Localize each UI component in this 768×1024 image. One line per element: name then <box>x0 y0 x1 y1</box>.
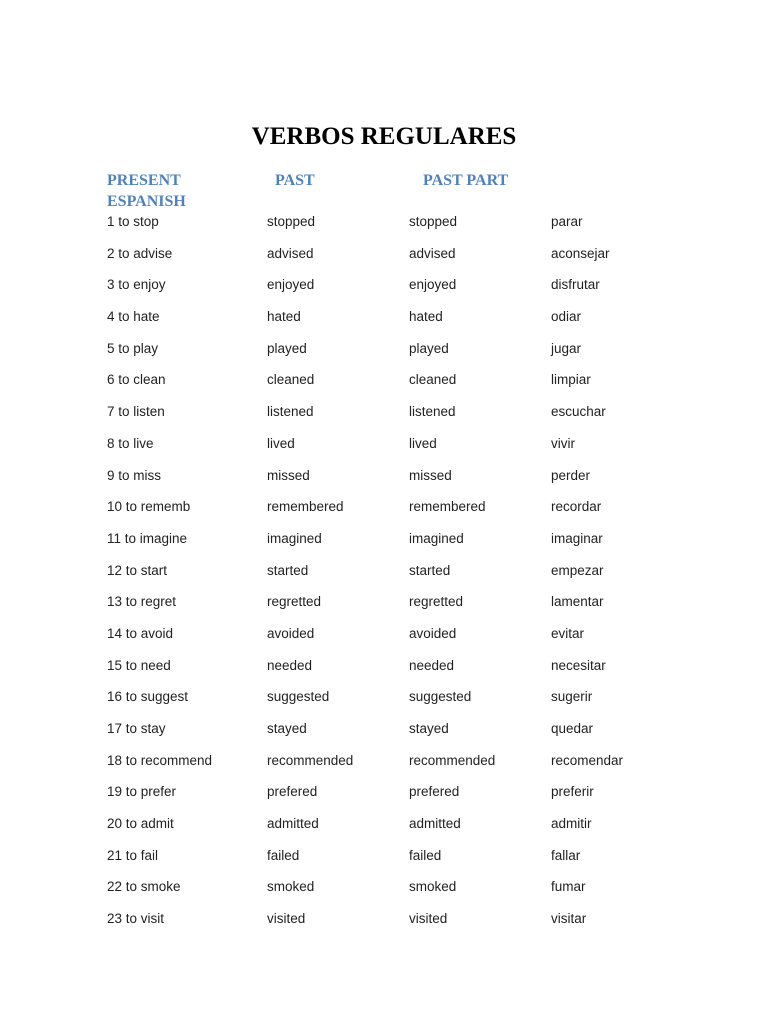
cell-past: admitted <box>267 816 319 832</box>
cell-spanish: parar <box>551 214 583 229</box>
table-row <box>0 495 768 527</box>
cell-present: 5 to play <box>107 340 159 356</box>
table-row <box>0 907 768 939</box>
table-row <box>0 432 768 464</box>
table-row <box>0 242 768 274</box>
cell-past-part: needed <box>409 657 455 673</box>
header-present: PRESENT <box>107 172 181 189</box>
cell-past: imagined <box>267 530 322 546</box>
cell-spanish: sugerir <box>551 689 593 705</box>
cell-spanish: vivir <box>551 435 575 451</box>
header-espanish: ESPANISH <box>107 193 186 210</box>
table-row <box>0 654 768 686</box>
cell-present: 1 to stop <box>107 214 159 229</box>
cell-spanish: limpiar <box>551 372 591 388</box>
cell-spanish: quedar <box>551 721 594 736</box>
cell-spanish: jugar <box>551 340 582 356</box>
cell-past-part: missed <box>409 467 452 483</box>
table-row <box>0 464 768 496</box>
cell-past-part: failed <box>409 847 442 863</box>
cell-past-part: started <box>409 562 451 578</box>
table-row <box>0 368 768 400</box>
cell-past-part: advised <box>409 245 456 261</box>
cell-present: 22 to smoke <box>107 879 181 895</box>
cell-past-part: avoided <box>409 625 457 641</box>
header-past-part: PAST PART <box>423 172 509 189</box>
table-row <box>0 527 768 559</box>
cell-present: 16 to suggest <box>107 689 189 705</box>
cell-spanish: lamentar <box>551 594 604 610</box>
cell-present: 10 to rememb <box>107 499 191 515</box>
cell-past-part: prefered <box>409 784 460 800</box>
cell-past-part: regretted <box>409 594 464 610</box>
table-row <box>0 875 768 907</box>
cell-spanish: visitar <box>551 911 587 927</box>
cell-spanish: recordar <box>551 499 602 515</box>
table-row <box>0 812 768 844</box>
table-row <box>0 622 768 654</box>
cell-spanish: imaginar <box>551 530 603 546</box>
table-row <box>0 780 768 812</box>
cell-spanish: aconsejar <box>551 245 610 261</box>
cell-spanish: preferir <box>551 784 594 800</box>
cell-past: stopped <box>267 214 316 229</box>
cell-past: suggested <box>267 689 330 705</box>
table-row <box>0 400 768 432</box>
cell-spanish: necesitar <box>551 657 606 673</box>
cell-present: 2 to advise <box>107 245 173 261</box>
cell-present: 7 to listen <box>107 404 165 420</box>
cell-present: 9 to miss <box>107 467 162 483</box>
cell-present: 12 to start <box>107 562 168 578</box>
cell-present: 8 to live <box>107 435 154 451</box>
table-row <box>0 273 768 305</box>
cell-past: remembered <box>267 499 344 515</box>
cell-past-part: played <box>409 340 449 356</box>
cell-past: cleaned <box>267 372 315 388</box>
cell-past: avoided <box>267 625 315 641</box>
cell-past-part: remembered <box>409 499 486 515</box>
cell-present: 4 to hate <box>107 309 160 325</box>
table-row <box>0 844 768 876</box>
cell-present: 3 to enjoy <box>107 277 166 293</box>
table-row <box>0 559 768 591</box>
cell-past: smoked <box>267 879 315 895</box>
cell-past: listened <box>267 404 314 420</box>
cell-past: stayed <box>267 721 307 736</box>
cell-spanish: odiar <box>551 309 582 325</box>
cell-past-part: admitted <box>409 816 461 832</box>
cell-past: recommended <box>267 752 354 768</box>
cell-past-part: stopped <box>409 214 458 229</box>
cell-spanish: perder <box>551 467 591 483</box>
cell-spanish: escuchar <box>551 404 606 420</box>
cell-present: 20 to admit <box>107 816 174 832</box>
cell-present: 19 to prefer <box>107 784 177 800</box>
table-row <box>0 685 768 717</box>
cell-past: needed <box>267 657 313 673</box>
cell-past-part: hated <box>409 309 443 325</box>
table-row <box>0 305 768 337</box>
cell-past-part: cleaned <box>409 372 457 388</box>
header-past: PAST <box>275 172 315 189</box>
cell-spanish: disfrutar <box>551 277 600 293</box>
cell-present: 14 to avoid <box>107 625 174 641</box>
cell-past: played <box>267 340 307 356</box>
cell-present: 6 to clean <box>107 372 166 388</box>
cell-past: advised <box>267 245 314 261</box>
cell-past: lived <box>267 435 295 451</box>
cell-past: regretted <box>267 594 322 610</box>
cell-past: enjoyed <box>267 277 315 293</box>
table-row <box>0 749 768 781</box>
cell-spanish: admitir <box>551 816 592 832</box>
cell-present: 11 to imagine <box>107 530 188 546</box>
cell-past-part: visited <box>409 911 448 927</box>
cell-past-part: suggested <box>409 689 472 705</box>
cell-spanish: recomendar <box>551 752 624 768</box>
cell-past-part: enjoyed <box>409 277 457 293</box>
cell-past-part: smoked <box>409 879 457 895</box>
cell-past: hated <box>267 309 301 325</box>
cell-spanish: fallar <box>551 847 581 863</box>
cell-present: 18 to recommend <box>107 752 213 768</box>
cell-past-part: stayed <box>409 721 449 736</box>
cell-past: failed <box>267 847 300 863</box>
cell-past-part: recommended <box>409 752 496 768</box>
cell-past: prefered <box>267 784 318 800</box>
cell-present: 17 to stay <box>107 721 166 736</box>
cell-present: 13 to regret <box>107 594 177 610</box>
table-row <box>0 590 768 622</box>
table-row <box>0 717 768 749</box>
cell-past-part: lived <box>409 435 437 451</box>
cell-spanish: evitar <box>551 625 585 641</box>
table-row <box>0 210 768 242</box>
verb-table <box>0 210 768 939</box>
page-title: VERBOS REGULARES <box>251 123 517 150</box>
cell-present: 21 to fail <box>107 847 159 863</box>
cell-past: missed <box>267 467 310 483</box>
cell-spanish: empezar <box>551 562 604 578</box>
cell-past: started <box>267 562 309 578</box>
cell-past: visited <box>267 911 306 927</box>
table-row <box>0 337 768 369</box>
cell-present: 23 to visit <box>107 911 165 927</box>
cell-spanish: fumar <box>551 879 586 895</box>
cell-present: 15 to need <box>107 657 171 673</box>
cell-past-part: imagined <box>409 530 464 546</box>
cell-past-part: listened <box>409 404 456 420</box>
